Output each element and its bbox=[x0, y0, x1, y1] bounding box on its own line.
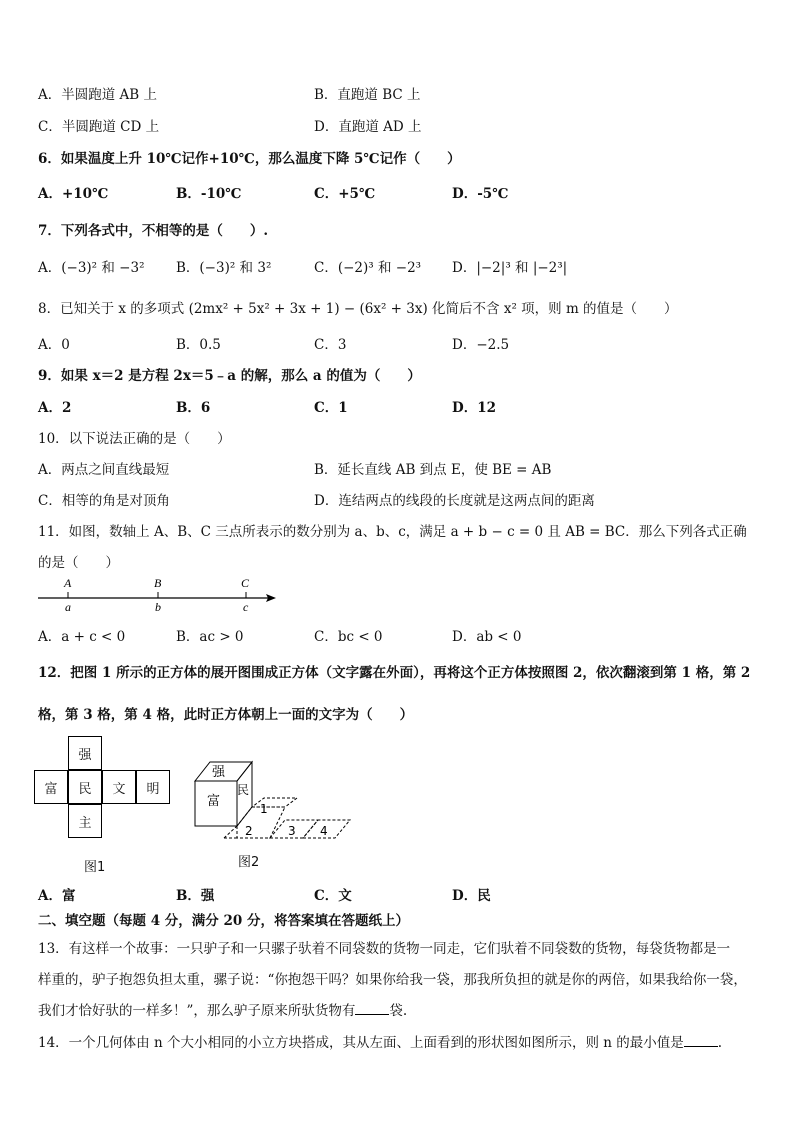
net-left-face: 富 bbox=[34, 770, 68, 804]
q7-option-b[interactable]: B．(−3)² 和 3² bbox=[176, 260, 272, 276]
q5-option-c[interactable]: C．半圆跑道 CD 上 bbox=[38, 119, 160, 135]
q10-option-a[interactable]: A．两点之间直线最短 bbox=[38, 462, 170, 478]
net-bottom-face: 主 bbox=[68, 804, 102, 838]
q10-stem: 10．以下说法正确的是（ ） bbox=[38, 431, 231, 447]
q13-line3-end: 袋. bbox=[389, 1003, 408, 1019]
q5-option-d[interactable]: D．直跑道 AD 上 bbox=[314, 119, 422, 135]
cube-top-face: 强 bbox=[212, 765, 226, 780]
cell-1-label: 1 bbox=[260, 802, 268, 816]
q9-option-d[interactable]: D．12 bbox=[452, 400, 496, 416]
q9-stem: 9．如果 x＝2 是方程 2x＝5﹣a 的解，那么 a 的值为（ ） bbox=[38, 368, 421, 384]
q6-option-a[interactable]: A．+10℃ bbox=[38, 186, 109, 202]
q7-stem: 7．下列各式中，不相等的是（ ）. bbox=[38, 223, 269, 239]
q13-line1: 13．有这样一个故事：一只驴子和一只骡子驮着不同袋数的货物一同走，它们驮着不同袋数的货物，每袋货物都是一 bbox=[38, 941, 731, 957]
q6-stem: 6．如果温度上升 10℃记作+10℃，那么温度下降 5℃记作（ ） bbox=[38, 151, 461, 167]
cube-front-face: 富 bbox=[207, 794, 221, 809]
cube-net-figure bbox=[34, 736, 174, 876]
q9-option-c[interactable]: C．1 bbox=[314, 400, 348, 416]
value-c-label: c bbox=[243, 600, 249, 614]
q10-option-d[interactable]: D．连结两点的线段的长度就是这两点间的距离 bbox=[314, 493, 595, 509]
q8-option-d[interactable]: D．−2.5 bbox=[452, 337, 510, 353]
point-c-label: C bbox=[241, 576, 250, 590]
q11-option-b[interactable]: B．ac > 0 bbox=[176, 629, 244, 645]
number-line-figure bbox=[36, 574, 286, 614]
section-2-heading: 二、填空题（每题 4 分，满分 20 分，将答案填在答题纸上） bbox=[38, 913, 409, 929]
q8-option-b[interactable]: B．0.5 bbox=[176, 337, 221, 353]
q9-option-a[interactable]: A．2 bbox=[38, 400, 72, 416]
net-top-face: 强 bbox=[68, 736, 102, 770]
q7-option-d[interactable]: D．|−2|³ 和 |−2³| bbox=[452, 260, 568, 276]
q6-option-d[interactable]: D．-5℃ bbox=[452, 186, 509, 202]
q14-answer-blank[interactable] bbox=[684, 1034, 718, 1047]
q5-option-a[interactable]: A．半圆跑道 AB 上 bbox=[38, 87, 158, 103]
q12-option-c[interactable]: C．文 bbox=[314, 888, 352, 904]
cube-roll-figure bbox=[190, 758, 370, 850]
q8-stem: 8．已知关于 x 的多项式 (2mx² + 5x² + 3x + 1) − (6x² + 3x) 化简后不含 x² 项，则 m 的值是（ ） bbox=[38, 301, 678, 317]
point-b-label: B bbox=[154, 576, 162, 590]
q12-option-b[interactable]: B．强 bbox=[176, 888, 215, 904]
cube-side-face: 民 bbox=[237, 783, 250, 797]
q14-text: 14．一个几何体由 n 个大小相同的小立方块搭成，其从左面、上面看到的形状图如图所示，则 n 的最小值是 bbox=[38, 1035, 684, 1051]
q11-stem-line1: 11．如图，数轴上 A、B、C 三点所表示的数分别为 a、b、c，满足 a + b − c = 0 且 AB = BC．那么下列各式正确 bbox=[38, 524, 747, 540]
q14-end: . bbox=[717, 1035, 723, 1051]
figure-2-label: 图2 bbox=[238, 855, 260, 870]
q14-line bbox=[38, 1031, 754, 1051]
q13-line3-text: 我们才恰好驮的一样多！”，那么驴子原来所驮货物有 bbox=[38, 1003, 356, 1019]
q12-stem-line1: 12．把图 1 所示的正方体的展开图围成正方体（文字露在外面），再将这个正方体按照图 2，依次翻滚到第 1 格，第 2 bbox=[38, 665, 751, 681]
q9-option-b[interactable]: B．6 bbox=[176, 400, 211, 416]
q8-option-a[interactable]: A．0 bbox=[38, 337, 70, 353]
q8-option-c[interactable]: C．3 bbox=[314, 337, 347, 353]
cell-2-label: 2 bbox=[245, 824, 253, 838]
q7-option-a[interactable]: A．(−3)² 和 −3² bbox=[38, 260, 145, 276]
cell-4-label: 4 bbox=[320, 824, 328, 838]
figure-1-label: 图1 bbox=[84, 860, 106, 875]
q6-option-c[interactable]: C．+5℃ bbox=[314, 186, 376, 202]
q10-option-c[interactable]: C．相等的角是对顶角 bbox=[38, 493, 170, 509]
net-right-face-1: 文 bbox=[102, 770, 136, 804]
q13-line2: 样重的，驴子抱怨负担太重，骡子说：“你抱怨干吗？如果你给我一袋，那我所负担的就是你的两倍，如果我给你一袋， bbox=[38, 972, 747, 988]
q11-option-a[interactable]: A．a + c < 0 bbox=[38, 629, 126, 645]
q12-option-d[interactable]: D．民 bbox=[452, 888, 491, 904]
q11-option-d[interactable]: D．ab < 0 bbox=[452, 629, 522, 645]
q13-answer-blank[interactable] bbox=[355, 1002, 389, 1015]
q13-line3 bbox=[38, 999, 754, 1019]
q12-option-a[interactable]: A．富 bbox=[38, 888, 76, 904]
q5-option-b[interactable]: B．直跑道 BC 上 bbox=[314, 87, 421, 103]
value-b-label: b bbox=[155, 600, 161, 614]
cell-3-label: 3 bbox=[288, 824, 296, 838]
net-center-face: 民 bbox=[68, 770, 102, 804]
value-a-label: a bbox=[65, 600, 71, 614]
q7-option-c[interactable]: C．(−2)³ 和 −2³ bbox=[314, 260, 422, 276]
q6-option-b[interactable]: B．-10℃ bbox=[176, 186, 242, 202]
q10-option-b[interactable]: B．延长直线 AB 到点 E，使 BE = AB bbox=[314, 462, 552, 478]
q11-option-c[interactable]: C．bc < 0 bbox=[314, 629, 383, 645]
net-right-face-2: 明 bbox=[136, 770, 170, 804]
point-a-label: A bbox=[64, 576, 72, 590]
q12-stem-line2: 格，第 3 格，第 4 格，此时正方体朝上一面的文字为（ ） bbox=[38, 707, 414, 723]
q11-stem-line2: 的是（ ） bbox=[38, 555, 119, 571]
